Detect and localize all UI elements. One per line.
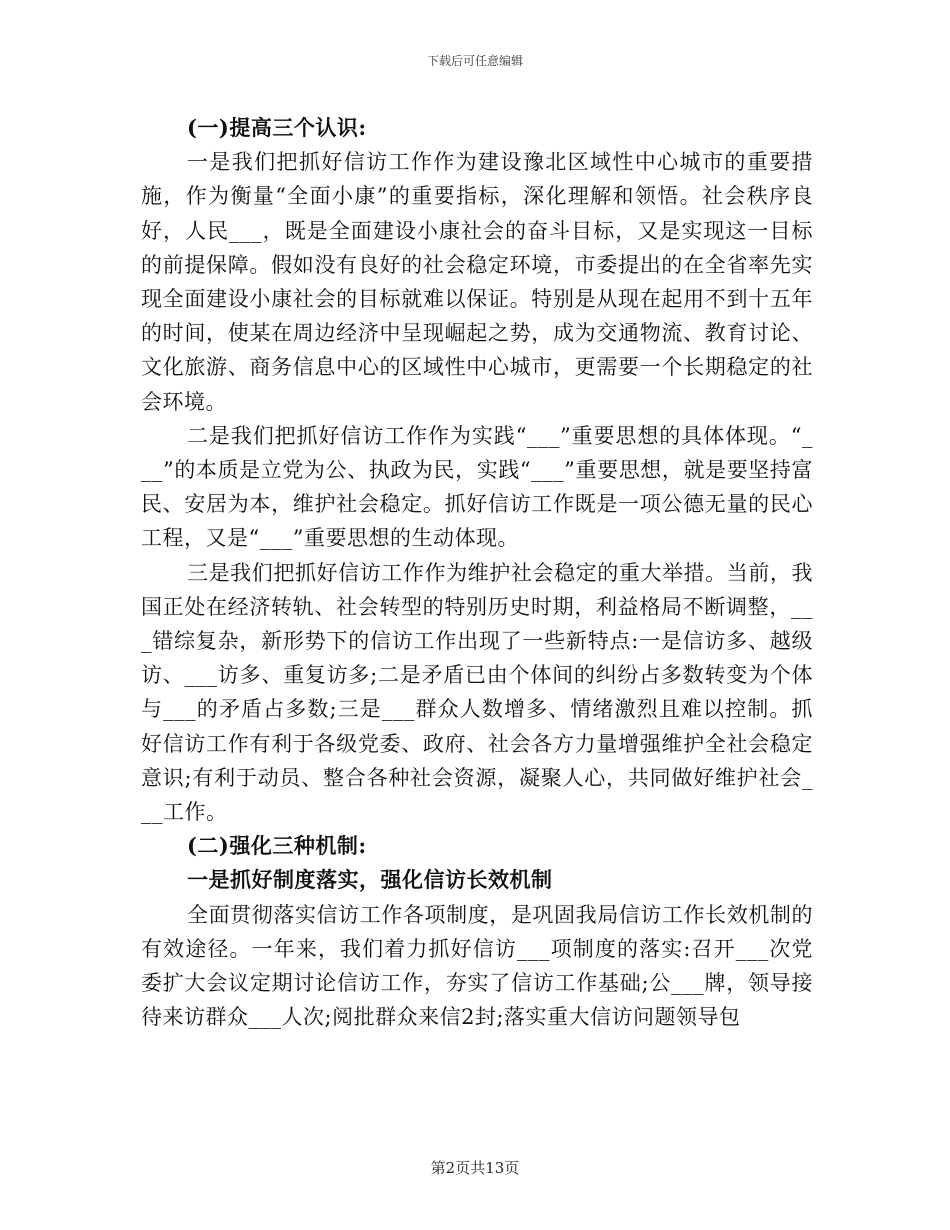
paragraph: 二是我们把抓好信访工作作为实践“___”重要思想的具体体现。“___”的本质是立党为公、执政为民，实践“___”重要思想，就是要坚持富民、安居为本，维护社会稳定。抓好信访工作既是一项公德无量的民心工程，又是“___”重要思想的生动体现。 bbox=[141, 423, 813, 551]
paragraph: 三是我们把抓好信访工作作为维护社会稳定的重大举措。当前，我国正处在经济转轨、社会转型的特别历史时期，利益格局不断调整，___错综复杂，新形势下的信访工作出现了一些新特点:一是信访多、越级访、___访多、重复访多;二是矛盾已由个体间的纠纷占多数转变为个体与___的矛盾占多数;三是___群众人数增多、情绪激烈且难以控制。抓好信访工作有利于各级党委、政府、社会各方力量增强维护全社会稳定意识;有利于动员、整合各种社会资源，凝聚人心，共同做好维护社会___工作。 bbox=[141, 560, 813, 825]
section-heading: (二)强化三种机制: bbox=[187, 833, 367, 859]
document-body bbox=[141, 111, 813, 1034]
page-header: 下载后可任意编辑 bbox=[426, 54, 523, 68]
page-footer: 第2页共13页 bbox=[430, 1159, 520, 1177]
subsection-heading: 一是抓好制度落实，强化信访长效机制 bbox=[187, 867, 553, 893]
section-heading: (一)提高三个认识: bbox=[187, 115, 367, 140]
paragraph: 全面贯彻落实信访工作各项制度，是巩固我局信访工作长效机制的有效途径。一年来，我们着力抓好信访___项制度的落实:召开___次党委扩大会议定期讨论信访工作，夯实了信访工作基础;公___牌，领导接待来访群众___人次;阅批群众来信2封;落实重大信访问题领导包 bbox=[141, 902, 813, 1030]
paragraph: 一是我们把抓好信访工作作为建设豫北区域性中心城市的重要措施，作为衡量“全面小康”的重要指标，深化理解和领悟。社会秩序良好，人民___，既是全面建设小康社会的奋斗目标，又是实现这一目标的前提保障。假如没有良好的社会稳定环境，市委提出的在全省率先实现全面建设小康社会的目标就难以保证。特别是从现在起用不到十五年的时间，使某在周边经济中呈现崛起之势，成为交通物流、教育讨论、文化旅游、商务信息中心的区域性中心城市，更需要一个长期稳定的社会环境。 bbox=[141, 150, 813, 414]
